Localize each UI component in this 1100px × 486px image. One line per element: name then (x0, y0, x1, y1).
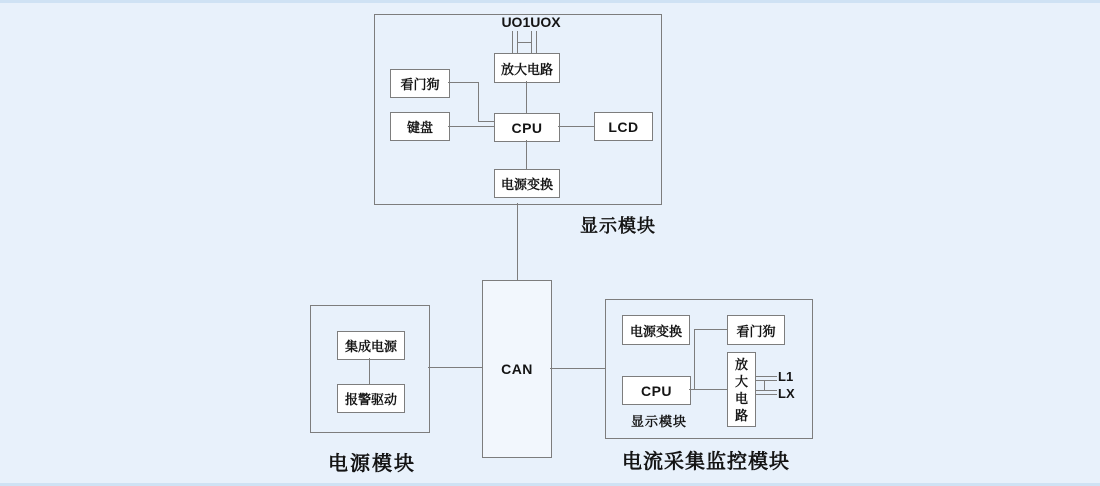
current-cpu-box: CPU (622, 376, 691, 405)
lx-terminal-line-a (756, 390, 777, 391)
uo-terminal-bridge (518, 42, 531, 43)
integrated-power-box: 集成电源 (337, 331, 405, 360)
current-module-inner-label: 显示模块 (630, 414, 687, 429)
uo-terminal-label: UO1UOX (501, 14, 561, 30)
connector-can-current (550, 368, 605, 369)
connector-watchdog-v (478, 82, 479, 122)
connector-integrated-alarm (369, 358, 370, 384)
current-amplifier-box: 放大电路 (727, 352, 756, 427)
can-bus-box: CAN (482, 280, 552, 458)
connector-cpu-watchdog-v (694, 329, 695, 389)
uox-terminal-line-b (536, 31, 537, 53)
display-watchdog-box: 看门狗 (390, 69, 450, 98)
connector-power-can (428, 367, 482, 368)
display-lcd-box: LCD (594, 112, 653, 141)
connector-cpu-watchdog-h (694, 329, 727, 330)
power-module-title: 电源模块 (328, 453, 416, 475)
top-edge-bar (0, 0, 1100, 3)
lx-terminal-line-b (756, 394, 777, 395)
alarm-driver-box: 报警驱动 (337, 384, 405, 413)
power-module-frame (310, 305, 430, 433)
connector-keyboard-cpu (448, 126, 494, 127)
connector-cpu-amplifier (689, 389, 727, 390)
connector-display-can (517, 203, 518, 280)
display-cpu-box: CPU (494, 113, 560, 142)
connector-watchdog-h2 (478, 121, 494, 122)
uo1-terminal-line-a (512, 31, 513, 53)
display-power-conversion-box: 电源变换 (494, 169, 560, 198)
l1-terminal-line-b (756, 380, 777, 381)
l1-terminal-label: L1 (778, 369, 794, 384)
connector-amplifier-cpu (526, 81, 527, 113)
display-amplifier-box: 放大电路 (494, 53, 560, 83)
display-keyboard-box: 键盘 (390, 112, 450, 141)
current-power-conversion-box: 电源变换 (622, 315, 690, 345)
connector-watchdog-h1 (448, 82, 479, 83)
l-terminal-bridge (764, 380, 765, 390)
lx-terminal-label: LX (778, 386, 795, 401)
l1-terminal-line-a (756, 376, 777, 377)
display-module-title: 显示模块 (580, 216, 656, 236)
current-watchdog-box: 看门狗 (727, 315, 785, 345)
current-module-title: 电流采集监控模块 (622, 451, 790, 473)
connector-cpu-power-conversion (526, 140, 527, 169)
uox-terminal-line-a (531, 31, 532, 53)
connector-cpu-lcd (558, 126, 594, 127)
